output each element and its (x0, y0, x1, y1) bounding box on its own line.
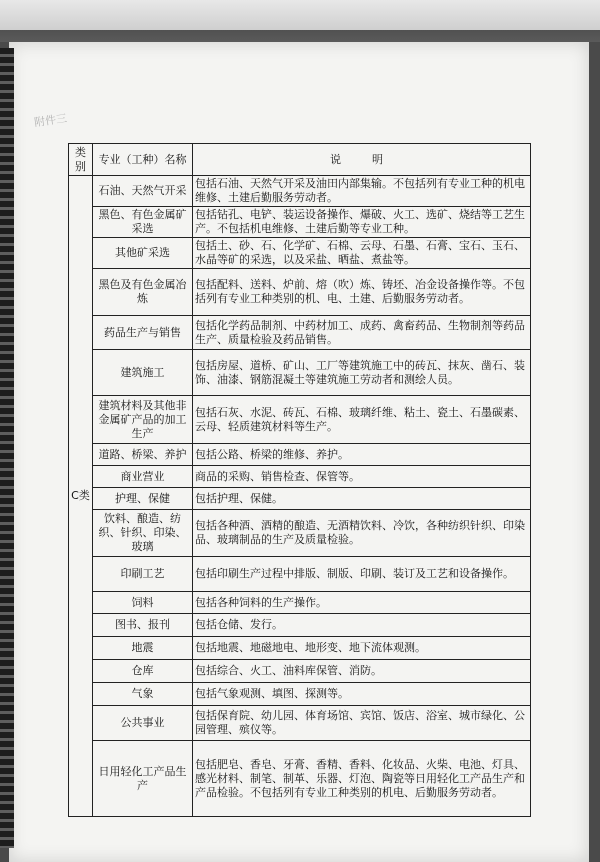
row-description: 包括房屋、道桥、矿山、工厂等建筑施工中的砖瓦、抹灰、凿石、装饰、油漆、钢筋混凝土等建筑施工劳动者和测绘人员。 (193, 350, 531, 396)
row-description: 包括印刷生产过程中排版、制版、印刷、装订及工艺和设备操作。 (193, 557, 531, 592)
table-row (69, 592, 531, 614)
table-row (69, 466, 531, 488)
row-name: 印刷工艺 (93, 557, 193, 592)
row-description: 包括气象观测、填图、探测等。 (193, 683, 531, 706)
header-name: 专业（工种）名称 (93, 144, 193, 176)
row-name: 商业营业 (93, 466, 193, 488)
table-row (69, 238, 531, 269)
table-header-row (69, 144, 531, 176)
header-description: 说 明 (193, 144, 531, 176)
row-name: 黑色及有色金属冶炼 (93, 269, 193, 316)
table-row (69, 488, 531, 510)
row-name: 饲料 (93, 592, 193, 614)
row-description: 包括石油、天然气开采及油田内部集输。不包括列有专业工种的机电维修、土建后勤服务劳动者。 (193, 176, 531, 207)
row-name: 建筑材料及其他非金属矿产品的加工生产 (93, 396, 193, 444)
row-description: 商品的采购、销售检查、保管等。 (193, 466, 531, 488)
table-row (69, 316, 531, 350)
row-description: 包括钻孔、电铲、装运设备操作、爆破、火工、选矿、烧结等工艺生产。不包括机电维修、土建后勤等专业工种。 (193, 207, 531, 238)
occupation-category-table (68, 143, 531, 817)
underlying-sheet-edge (0, 0, 600, 30)
row-description: 包括综合、火工、油料库保管、消防。 (193, 660, 531, 683)
table-row (69, 207, 531, 238)
row-description: 包括土、砂、石、化学矿、石棉、云母、石墨、石膏、宝石、玉石、水晶等矿的采选，以及采盐、晒盐、煮盐等。 (193, 238, 531, 269)
table-row (69, 660, 531, 683)
category-cell: C类 (69, 176, 93, 817)
table-row (69, 176, 531, 207)
table-row (69, 350, 531, 396)
row-name: 建筑施工 (93, 350, 193, 396)
row-description: 包括仓储、发行。 (193, 614, 531, 637)
row-description: 包括公路、桥梁的维修、养护。 (193, 444, 531, 466)
row-name: 公共事业 (93, 706, 193, 741)
row-name: 药品生产与销售 (93, 316, 193, 350)
table-row (69, 637, 531, 660)
header-category: 类别 (69, 144, 93, 176)
table-row (69, 269, 531, 316)
table-row (69, 683, 531, 706)
row-description: 包括肥皂、香皂、牙膏、香精、香料、化妆品、火柴、电池、灯具、感光材料、制笔、制革、乐器、灯泡、陶瓷等日用轻化工产品生产和产品检验。不包括列有专业工种类别的机电、后勤服务劳动者。 (193, 741, 531, 817)
row-description: 包括地震、地磁地电、地形变、地下流体观测。 (193, 637, 531, 660)
row-name: 黑色、有色金属矿采选 (93, 207, 193, 238)
row-name: 地震 (93, 637, 193, 660)
row-description: 包括化学药品制剂、中药材加工、成药、禽畜药品、生物制剂等药品生产、质量检验及药品销售。 (193, 316, 531, 350)
row-name: 饮料、酿造、纺织、针织、印染、玻璃 (93, 510, 193, 557)
row-name: 护理、保健 (93, 488, 193, 510)
row-name: 气象 (93, 683, 193, 706)
row-description: 包括各种饲料的生产操作。 (193, 592, 531, 614)
table-row (69, 557, 531, 592)
table-row (69, 444, 531, 466)
row-description: 包括保育院、幼儿园、体育场馆、宾馆、饭店、浴室、城市绿化、公园管理、殡仪等。 (193, 706, 531, 741)
row-name: 石油、天然气开采 (93, 176, 193, 207)
row-name: 道路、桥梁、养护 (93, 444, 193, 466)
row-description: 包括护理、保健。 (193, 488, 531, 510)
table-row (69, 396, 531, 444)
table-row (69, 706, 531, 741)
table-row (69, 614, 531, 637)
row-description: 包括石灰、水泥、砖瓦、石棉、玻璃纤维、粘土、瓷土、石墨碳素、云母、轻质建筑材料等生产。 (193, 396, 531, 444)
row-description: 包括配料、送料、炉前、熔（吹）炼、铸坯、冶金设备操作等。不包括列有专业工种类别的机、电、土建、后勤服务劳动者。 (193, 269, 531, 316)
row-name: 仓库 (93, 660, 193, 683)
row-description: 包括各种酒、酒精的酿造、无酒精饮料、冷饮，各种纺织针织、印染品、玻璃制品的生产及质量检验。 (193, 510, 531, 557)
row-name: 图书、报刊 (93, 614, 193, 637)
row-name: 其他矿采选 (93, 238, 193, 269)
spiral-binding (0, 48, 14, 848)
handwritten-annotation: 附件三 (33, 111, 68, 130)
table-row (69, 510, 531, 557)
table-row (69, 741, 531, 817)
row-name: 日用轻化工产品生产 (93, 741, 193, 817)
